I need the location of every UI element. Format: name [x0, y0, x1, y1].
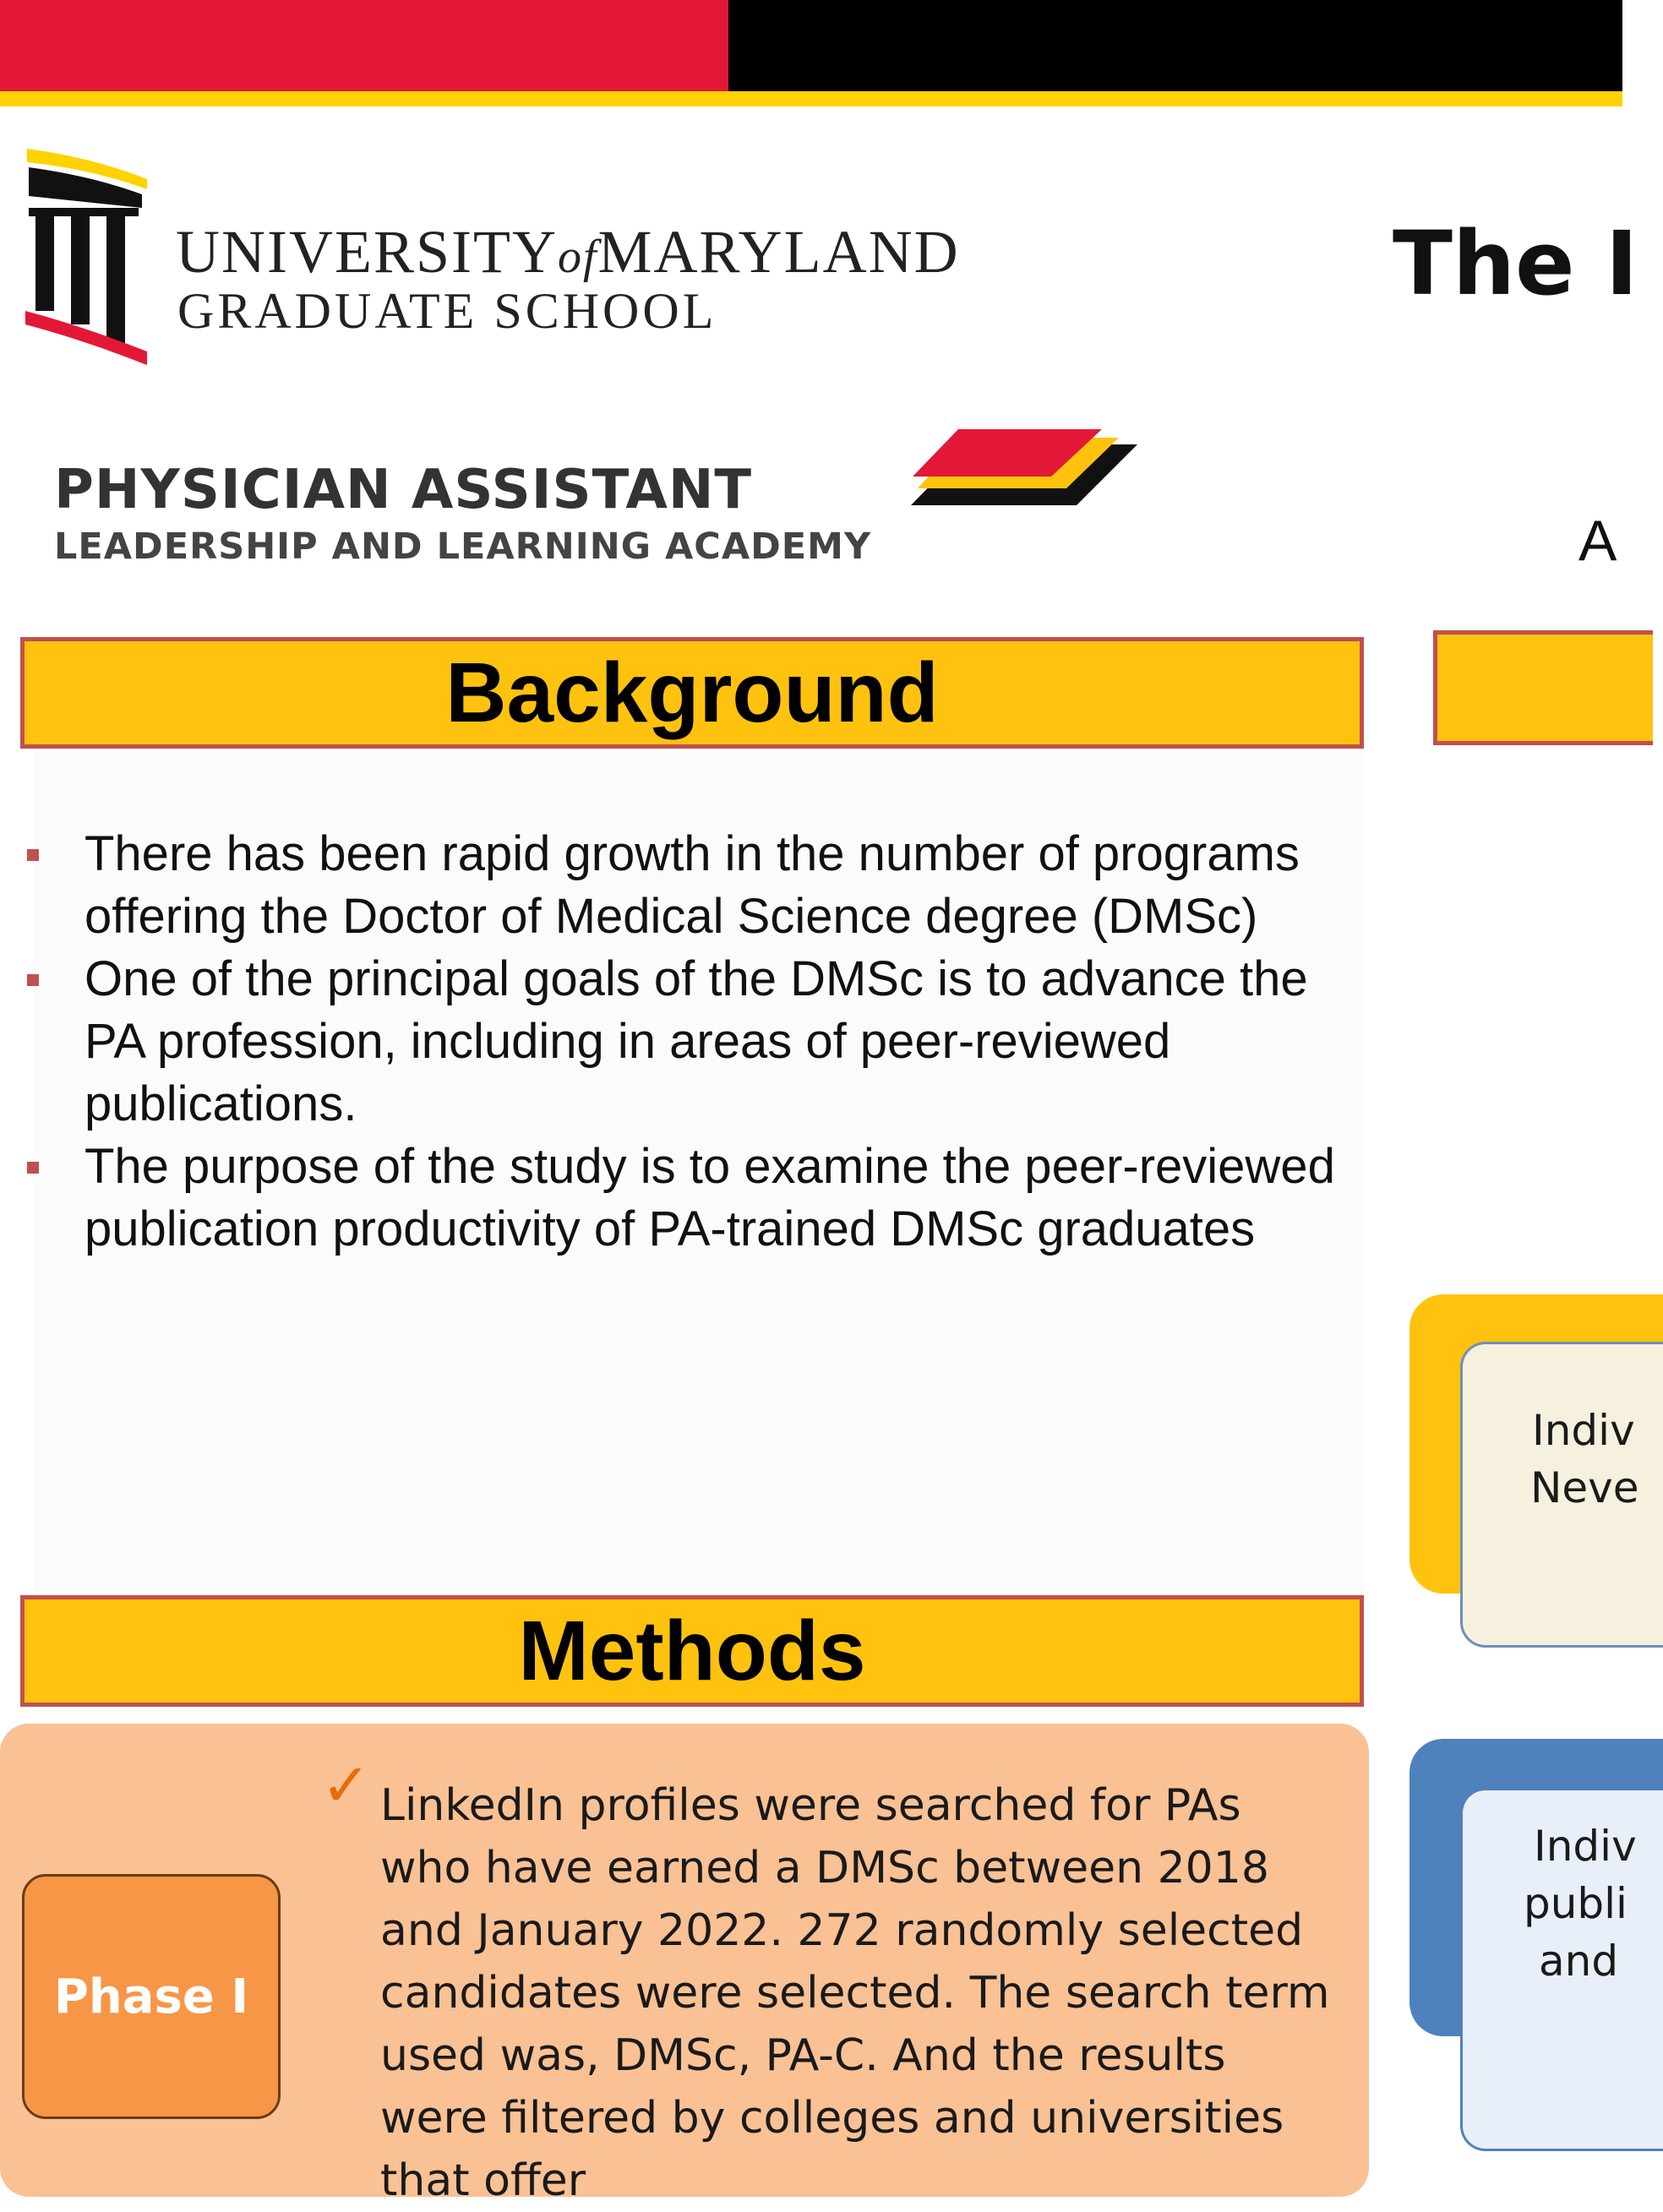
results-card-gold-inner	[1460, 1342, 1663, 1648]
card-text-line: Neve	[1530, 1463, 1639, 1512]
card-text-line: publi	[1524, 1879, 1628, 1928]
results-card-blue-inner	[1460, 1788, 1663, 2151]
card-text-line: and	[1539, 1937, 1619, 1986]
academy-parallelogram-logo-icon	[911, 429, 1141, 514]
card-text-line: Indiv	[1534, 1822, 1637, 1871]
card-text-line: Indiv	[1532, 1406, 1635, 1455]
top-bar-gold	[0, 91, 1622, 106]
phase-label-box	[22, 1874, 281, 2119]
right-section-header	[1433, 630, 1653, 745]
university-name: UNIVERSITYofMARYLAND	[176, 218, 960, 286]
academy-subtitle: LEADERSHIP AND LEARNING ACADEMY	[54, 526, 872, 568]
background-header	[20, 637, 1364, 749]
top-bar-red	[0, 0, 728, 91]
bullet-item: There has been rapid growth in the number of programs offering the Doctor of Medical Science degree (DMSc)	[24, 823, 1359, 948]
bullet-item: The purpose of the study is to examine the peer-reviewed publication productivity of PA-trained DMSc graduates	[24, 1136, 1359, 1261]
background-heading: Background	[445, 646, 939, 740]
methods-heading: Methods	[518, 1604, 866, 1698]
umd-column-logo-icon	[24, 145, 150, 373]
checkmark-icon: ✓	[321, 1751, 371, 1820]
academy-title: PHYSICIAN ASSISTANT	[54, 459, 753, 521]
background-bullet-list	[24, 823, 1359, 1261]
school-name: GRADUATE SCHOOL	[177, 283, 717, 339]
methods-description: LinkedIn profiles were searched for PAs who have earned a DMSc between 2018 and January 2022. 272 randomly selected candidates were selected. The search term used was, DMSc, PA-C. And the results were filtered by colleges and universities that offer	[380, 1780, 1330, 2206]
methods-header	[20, 1595, 1364, 1707]
phase-label: Phase I	[53, 1969, 249, 2024]
top-bar-black	[728, 0, 1622, 91]
poster-author: A	[1578, 509, 1617, 573]
poster-title: The I	[1393, 212, 1638, 315]
bullet-item: One of the principal goals of the DMSc is to advance the PA profession, including in areas of peer-reviewed publications.	[24, 948, 1359, 1136]
